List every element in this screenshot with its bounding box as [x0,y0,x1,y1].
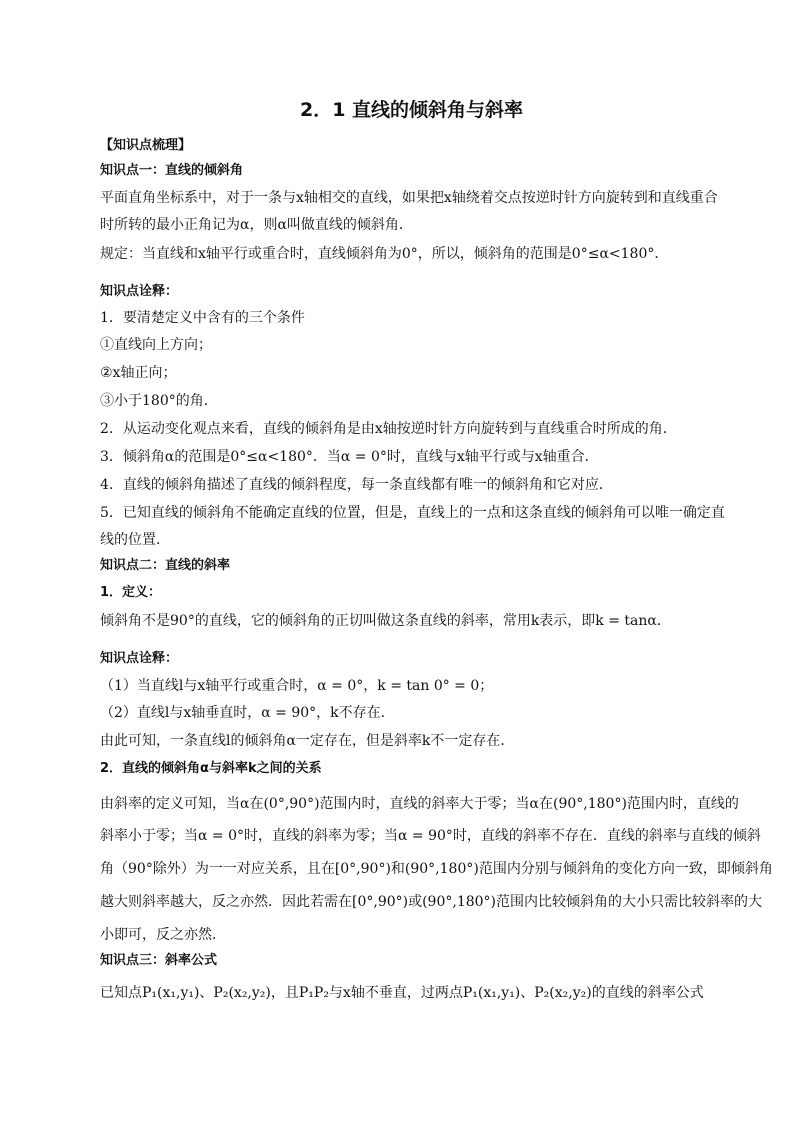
kp2-relation-heading: 2．直线的倾斜角α与斜率k之间的关系 [100,761,322,776]
kp2-relation-line-4: 越大则斜率越大，反之亦然．因此若需在[0°,90°)或(90°,180°)范围内比较倾斜角的大小只需比较斜率的大 [100,894,763,910]
kp2-relation-line-5: 小即可，反之亦然． [100,927,226,943]
kp2-heading: 知识点二：直线的斜率 [100,558,231,573]
kp2-note-3: 由此可知，一条直线l的倾斜角α一定存在，但是斜率k不一定存在． [100,733,515,749]
kp2-note-heading: 知识点诠释： [100,651,179,666]
kp2-relation-line-3: 角（90°除外）为一一对应关系，且在[0°,90°)和(90°,180°)范围内分别与倾斜角的变化方向一致，即倾斜角 [100,861,773,877]
kp1-heading: 知识点一：直线的倾斜角 [100,163,244,178]
kp1-rule: 规定：当直线和x轴平行或重合时，直线倾斜角为0°，所以，倾斜角的范围是0°≤α<180°． [100,246,669,262]
kp1-item-5-line-1: 5．已知直线的倾斜角不能确定直线的位置，但是，直线上的一点和这条直线的倾斜角可以唯一确定直 [100,505,725,521]
kp2-definition-label: 1．定义： [100,585,162,600]
kp1-note-heading: 知识点诠释： [100,284,179,299]
kp1-item-4: 4．直线的倾斜角描述了直线的倾斜程度，每一条直线都有唯一的倾斜角和它对应． [100,477,613,493]
kp2-relation-line-1: 由斜率的定义可知，当α在(0°,90°)范围内时，直线的斜率大于零；当α在(90°,180°)范围内时，直线的 [100,796,739,812]
section-header: 【知识点梳理】 [100,138,192,153]
kp1-paragraph-line-1: 平面直角坐标系中，对于一条与x轴相交的直线，如果把x轴绕着交点按逆时针方向旋转到和直线重合 [100,190,718,206]
kp1-item-3: 3．倾斜角α的范围是0°≤α<180°．当α = 0°时，直线与x轴平行或与x轴重合． [100,449,599,465]
kp3-line-1: 已知点P₁(x₁,y₁)、P₂(x₂,y₂)，且P₁P₂与x轴不垂直，过两点P₁(x₁,y₁)、P₂(x₂,y₂)的直线的斜率公式 [100,985,704,1001]
kp1-paragraph-line-2: 时所转的最小正角记为α，则α叫做直线的倾斜角． [100,217,413,233]
kp2-relation-line-2: 斜率小于零；当α = 0°时，直线的斜率为零；当α = 90°时，直线的斜率不存在．直线的斜率与直线的倾斜 [100,828,761,844]
kp2-note-1: （1）当直线l与x轴平行或重合时，α = 0°，k = tan 0° = 0； [100,678,494,694]
kp1-condition-1: ①直线向上方向； [100,337,212,353]
page-title: 2．1 直线的倾斜角与斜率 [300,99,524,121]
kp3-heading: 知识点三：斜率公式 [100,953,218,968]
kp1-condition-2: ②x轴正向； [100,365,177,381]
kp1-item-5-line-2: 线的位置． [100,532,170,548]
kp1-item-2: 2．从运动变化观点来看，直线的倾斜角是由x轴按逆时针方向旋转到与直线重合时所成的角． [100,421,677,437]
kp2-note-2: （2）直线l与x轴垂直时，α = 90°，k不存在． [100,705,395,721]
kp1-item-1: 1．要清楚定义中含有的三个条件 [100,310,305,326]
kp1-condition-3: ③小于180°的角． [100,393,218,409]
kp2-definition-text: 倾斜角不是90°的直线，它的倾斜角的正切叫做这条直线的斜率，常用k表示，即k = tanα． [100,613,671,629]
